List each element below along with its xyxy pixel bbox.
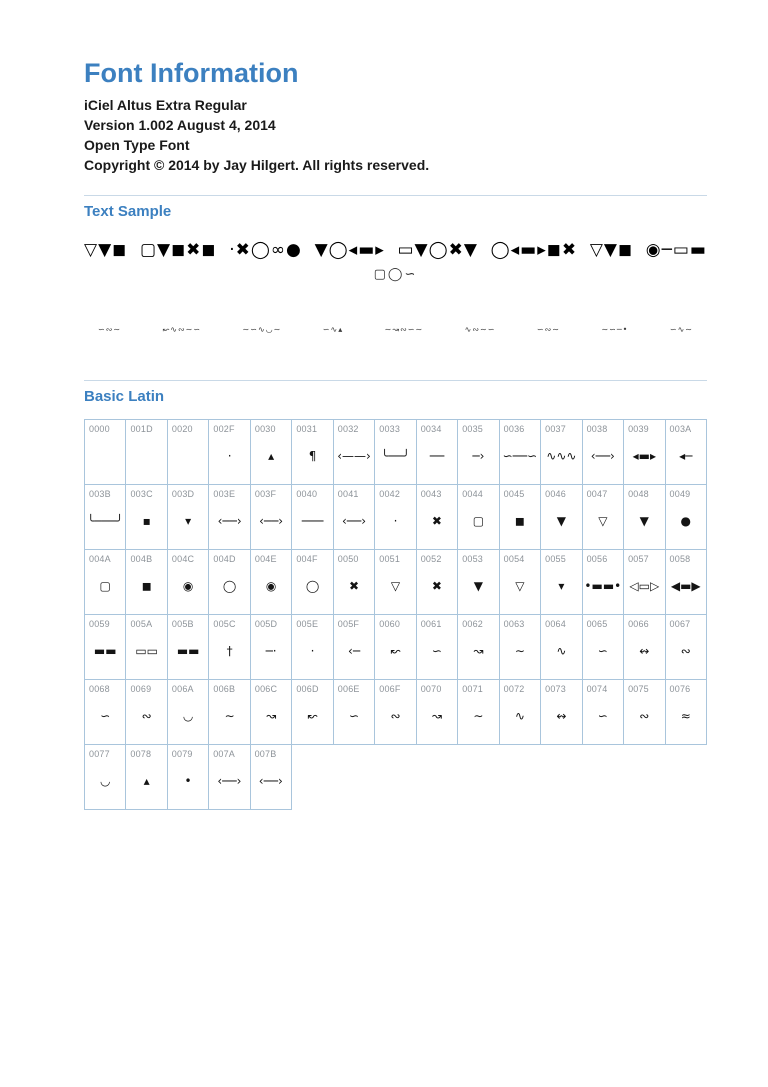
glyph-preview: ─── [301,514,324,528]
glyph-preview: ◼ [514,514,525,528]
glyph-cell [541,615,581,679]
glyph-cell [500,680,540,744]
font-metadata [84,95,707,175]
glyph-code-label: 005E [296,619,319,629]
glyph-preview: ‹——› [337,449,371,463]
glyph-preview: ∿ [556,644,567,658]
glyph-preview: ↭ [639,644,650,658]
glyph-preview: ‹─ [348,644,361,658]
glyph-code-label: 002F [213,424,235,434]
glyph-code-label: 0032 [337,424,359,434]
glyph-code-label: 0064 [545,619,566,629]
glyph-preview: ◼ [141,579,152,593]
glyph-cell [209,680,249,744]
glyph-preview: ∽──∽ [502,449,538,463]
glyph-code-label: 0044 [462,489,484,499]
glyph-cell [583,615,623,679]
sample-word: ·✖◯∞● [229,240,302,260]
glyph-preview: ◡ [99,774,111,788]
font-version: Version 1.002 August 4, 2014 [84,117,276,133]
glyph-preview: ◂▬▸ [632,449,656,463]
font-copyright: Copyright © 2014 by Jay Hilgert. All rights reserved. [84,157,430,173]
glyph-preview: ‹──› [590,449,615,463]
glyph-code-label: 0061 [420,619,442,629]
glyph-code-label: 0076 [669,684,691,694]
glyph-cell [251,420,291,484]
glyph-cell [168,615,208,679]
glyph-preview: ✖ [431,514,442,528]
glyph-cell [334,485,374,549]
glyph-code-label: 004A [89,554,111,564]
sample-word: ◯◂▬▸◼✖ [490,240,578,260]
glyph-code-label: 006F [379,684,401,694]
glyph-preview: ∽ [431,644,442,658]
page-content [84,0,707,810]
glyph-cell [334,550,374,614]
glyph-cell [85,420,125,484]
glyph-code-label: 0079 [171,749,193,759]
glyph-code-label: 0000 [89,424,110,434]
glyph-preview: ↜ [307,709,318,723]
glyph-cell [666,485,706,549]
glyph-preview: ∽ [100,709,111,723]
glyph-cell [541,420,581,484]
glyph-cell [209,420,249,484]
glyph-cell [85,615,125,679]
glyph-cell [417,550,457,614]
glyph-cell [624,420,664,484]
glyph-preview: ◯ [222,579,237,593]
glyph-cell [251,550,291,614]
glyph-code-label: 006E [337,684,360,694]
glyph-preview: ∾ [680,644,691,658]
glyph-cell [292,420,332,484]
glyph-code-label: 007B [254,749,277,759]
glyph-cell [168,680,208,744]
glyph-code-label: 007A [213,749,236,759]
glyph-preview [85,434,125,484]
glyph-code-label: 003D [171,489,195,499]
glyph-preview: ∿ [514,709,525,723]
glyph-cell [666,680,706,744]
glyph-code-label: 0020 [171,424,193,434]
glyph-code-label: 0042 [379,489,401,499]
glyph-cell [500,550,540,614]
glyph-cell [85,550,125,614]
glyph-cell [168,550,208,614]
glyph-cell [251,745,291,809]
glyph-cell [292,550,332,614]
glyph-code-label: 006B [213,684,236,694]
glyph-code-label: 0070 [420,684,442,694]
glyph-code-label: 0067 [669,619,691,629]
glyph-cell [168,485,208,549]
glyph-preview: ∽ [597,709,608,723]
sample-word: ▼◯◂▬▸ [314,240,385,260]
glyph-preview: ╰───╯ [87,514,124,528]
glyph-preview: ‹──› [217,514,242,528]
glyph-code-label: 003A [669,424,692,434]
glyph-preview: ✖ [431,579,442,593]
glyph-code-label: 0060 [379,619,401,629]
sample-word: ▽▼◼ [589,240,634,260]
glyph-code-label: 0048 [628,489,649,499]
glyph-preview: ↜ [390,644,401,658]
glyph-cell [583,550,623,614]
glyph-cell [624,550,664,614]
glyph-preview: ◂─ [679,449,693,463]
glyph-cell [666,615,706,679]
glyph-cell [541,680,581,744]
glyph-code-label: 0058 [669,554,691,564]
glyph-cell [251,485,291,549]
glyph-preview: ▭▭ [135,644,159,658]
glyph-code-label: 004B [130,554,153,564]
glyph-code-label: 0062 [462,619,484,629]
glyph-cell [85,485,125,549]
glyph-preview: ∽ [349,709,360,723]
glyph-cell [500,485,540,549]
glyph-code-label: 0074 [586,684,608,694]
glyph-cell [666,420,706,484]
glyph-code-label: 0035 [462,424,484,434]
glyph-code-label: 001D [130,424,153,434]
glyph-preview: ∼ [514,644,525,658]
glyph-cell [458,550,498,614]
glyph-cell [583,680,623,744]
glyph-code-label: 0049 [669,489,691,499]
glyph-code-label: 004D [213,554,236,564]
text-sample-line-1 [84,238,707,262]
glyph-code-label: 0055 [545,554,566,564]
glyph-code-label: 0031 [296,424,318,434]
text-sample-line-2: ▢◯∽ [373,267,418,282]
glyph-cell [334,420,374,484]
glyph-code-label: 0045 [503,489,525,499]
glyph-code-label: 0046 [545,489,566,499]
glyph-cell [334,615,374,679]
glyph-cell [624,615,664,679]
glyph-code-label: 005F [337,619,360,629]
section-divider [84,195,707,196]
glyph-preview: ∼ [224,709,235,723]
glyph-cell [583,485,623,549]
glyph-cell [583,420,623,484]
glyph-preview: ↭ [556,709,567,723]
glyph-preview: ─› [472,449,485,463]
glyph-code-label: 0030 [254,424,276,434]
sample-word-small: ∼∽─• [601,325,629,334]
glyph-code-label: 0047 [586,489,608,499]
glyph-cell [251,680,291,744]
glyph-cell [126,550,166,614]
glyph-preview: ── [429,449,445,463]
glyph-cell [292,615,332,679]
glyph-preview: ◡ [182,709,194,723]
glyph-code-label: 0039 [628,424,649,434]
glyph-code-label: 006C [254,684,278,694]
glyph-code-label: 0033 [379,424,401,434]
glyph-cell [126,680,166,744]
glyph-code-label: 0037 [545,424,566,434]
glyph-preview: ● [680,514,691,528]
glyph-preview: ─· [265,644,277,658]
glyph-preview: • [184,774,192,788]
glyph-code-label: 006D [296,684,319,694]
glyph-preview: ▼ [556,514,566,528]
glyph-code-label: 004C [171,554,195,564]
glyph-cell [251,615,291,679]
glyph-cell [458,615,498,679]
glyph-code-label: 0043 [420,489,442,499]
glyph-preview [168,434,208,484]
glyph-preview: ▢ [99,579,111,593]
glyph-preview: ∾ [639,709,650,723]
glyph-code-label: 0056 [586,554,608,564]
glyph-preview: ∿∿∿ [546,449,577,463]
glyph-code-label: 0040 [296,489,318,499]
glyph-cell [417,680,457,744]
glyph-code-label: 0053 [462,554,484,564]
glyph-code-label: 004E [254,554,277,564]
glyph-cell [375,615,415,679]
glyph-code-label: 0065 [586,619,608,629]
section-heading-text-sample: Text Sample [84,203,172,220]
glyph-cell [85,745,125,809]
sample-word-small: ↜∿∾∼∽ [162,325,202,334]
glyph-preview: ‹──› [217,774,242,788]
glyph-code-label: 0051 [379,554,401,564]
glyph-code-label: 0078 [130,749,152,759]
glyph-preview [126,434,166,484]
glyph-code-label: 0034 [420,424,442,434]
glyph-cell [375,420,415,484]
glyph-code-label: 004F [296,554,318,564]
glyph-preview: ✖ [349,579,360,593]
sample-word: ◉─▭▬ [645,240,707,260]
glyph-code-label: 005C [213,619,236,629]
glyph-cell [168,745,208,809]
glyph-cell [624,485,664,549]
glyph-cell [168,420,208,484]
section-heading-basic-latin: Basic Latin [84,388,165,405]
glyph-preview: ‹──› [259,514,284,528]
sample-word-small: ∽∿▴ [322,325,344,334]
glyph-cell [334,680,374,744]
glyph-cell [541,485,581,549]
glyph-cell [85,680,125,744]
glyph-preview: ▢ [472,514,485,528]
glyph-code-label: 0052 [420,554,442,564]
glyph-cell [375,550,415,614]
glyph-preview: ‹──› [258,774,283,788]
glyph-preview: ∾ [141,709,152,723]
glyph-preview: ∽ [597,644,608,658]
glyph-cell [209,615,249,679]
glyph-code-label: 005A [130,619,153,629]
glyph-code-label: 0036 [503,424,525,434]
text-sample-line-3 [84,324,707,336]
glyph-preview: ▾ [185,514,192,528]
glyph-code-label: 0075 [628,684,649,694]
glyph-cell [126,745,166,809]
glyph-preview: · [393,514,398,528]
glyph-preview: ▽ [515,579,525,593]
glyph-preview: ▴ [268,449,275,463]
glyph-code-label: 006A [171,684,194,694]
glyph-code-label: 0066 [628,619,649,629]
glyph-code-label: 0038 [586,424,608,434]
glyph-cell [458,420,498,484]
glyph-cell [624,680,664,744]
glyph-cell [292,485,332,549]
glyph-table-main [84,419,707,745]
glyph-preview: ‹──› [342,514,367,528]
glyph-preview: † [226,644,233,658]
glyph-code-label: 0069 [130,684,152,694]
glyph-cell [126,485,166,549]
glyph-cell [417,420,457,484]
glyph-preview: ▪ [142,514,151,528]
glyph-preview: ¶ [308,449,317,463]
glyph-preview: ▴ [143,774,150,788]
glyph-code-label: 0057 [628,554,649,564]
glyph-preview: ↝ [473,644,484,658]
glyph-table-last-row [84,744,292,810]
sample-word: ▽▼◼ [84,240,128,260]
glyph-cell [126,420,166,484]
glyph-preview: ↝ [266,709,277,723]
glyph-cell [292,680,332,744]
glyph-cell [458,680,498,744]
glyph-cell [126,615,166,679]
sample-word-small: ∼∽∿◡∼ [242,325,282,334]
glyph-preview: ▾ [558,579,565,593]
glyph-cell [458,485,498,549]
glyph-code-label: 0059 [89,619,110,629]
glyph-preview: ∾ [390,709,401,723]
glyph-cell [209,745,249,809]
glyph-preview: ▬▬ [176,644,200,658]
glyph-cell [375,680,415,744]
glyph-preview: ◁▭▷ [629,579,660,593]
glyph-preview: ▼ [639,514,649,528]
glyph-cell [500,420,540,484]
glyph-cell [666,550,706,614]
glyph-preview: ▽ [390,579,401,593]
glyph-code-label: 005B [171,619,194,629]
glyph-preview: · [227,449,232,463]
sample-word: ▭▼◯✖▼ [397,240,478,260]
glyph-preview: · [310,644,315,658]
glyph-code-label: 0054 [503,554,525,564]
section-divider [84,380,707,381]
sample-word-small: ∽∾∼ [98,325,122,334]
glyph-code-label: 003E [213,489,236,499]
glyph-code-label: 0073 [545,684,566,694]
glyph-code-label: 003F [254,489,277,499]
glyph-code-label: 0077 [89,749,110,759]
glyph-code-label: 003B [89,489,111,499]
glyph-cell [417,485,457,549]
glyph-preview: ≈ [680,709,691,723]
glyph-preview: ▽ [598,514,608,528]
font-format: Open Type Font [84,137,190,153]
glyph-preview: ◀▬▶ [670,579,701,593]
glyph-preview: ╰──╯ [381,449,410,463]
page-title: Font Information [84,58,299,88]
glyph-preview: ◉ [182,579,194,593]
sample-word-small: ∼↝∾∽∼ [384,325,424,334]
glyph-code-label: 0072 [503,684,525,694]
font-name: iCiel Altus Extra Regular [84,97,247,113]
glyph-preview: ◉ [265,579,277,593]
glyph-cell [500,615,540,679]
glyph-code-label: 0041 [337,489,359,499]
glyph-preview: ◯ [305,579,320,593]
glyph-cell [375,485,415,549]
glyph-code-label: 0050 [337,554,359,564]
sample-word-small: ∽∾∼ [536,325,560,334]
glyph-cell [209,485,249,549]
glyph-preview: ▬▬ [93,644,117,658]
glyph-preview: ∼ [473,709,484,723]
glyph-code-label: 0063 [503,619,525,629]
glyph-preview: •▬▬• [584,579,622,593]
glyph-code-label: 0071 [462,684,484,694]
glyph-cell [541,550,581,614]
sample-word-small: ∽∿∼ [669,325,693,334]
sample-word-small: ∿∾∼∽ [464,325,496,334]
glyph-code-label: 003C [130,489,153,499]
glyph-code-label: 005D [254,619,278,629]
glyph-cell [417,615,457,679]
glyph-preview: ↝ [431,709,442,723]
glyph-preview: ▼ [473,579,484,593]
glyph-code-label: 0068 [89,684,110,694]
glyph-cell [209,550,249,614]
sample-word: ▢▼◼✖◼ [139,240,217,260]
